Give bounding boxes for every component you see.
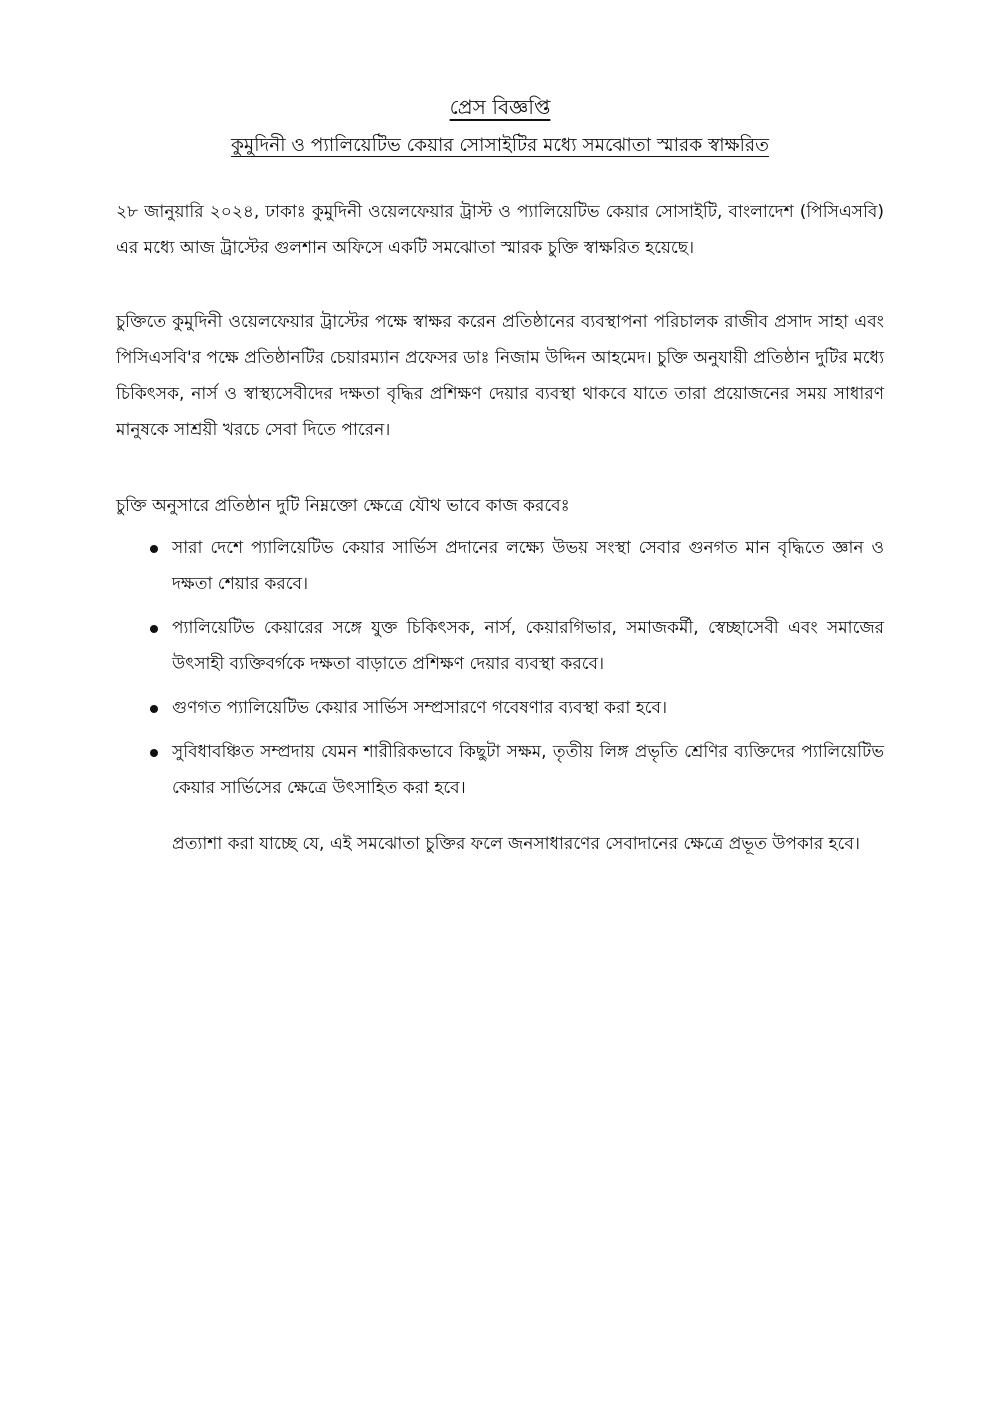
bullet-icon bbox=[150, 705, 158, 713]
document-title-text: প্রেস বিজ্ঞপ্তি bbox=[449, 95, 551, 119]
document-subtitle bbox=[0, 131, 1000, 161]
cooperation-list bbox=[140, 530, 884, 814]
bullet-icon bbox=[150, 749, 158, 757]
bullet-icon bbox=[150, 625, 158, 633]
list-item-text: সারা দেশে প্যালিয়েটিভ কেয়ার সার্ভিস প্রদানের লক্ষ্যে উভয় সংস্থা সেবার গুনগত মান বৃদ্ধিতে জ্ঞান ও দক্ষতা শেয়ার করবে। bbox=[172, 538, 884, 594]
list-item-text: গুণগত প্যালিয়েটিভ কেয়ার সার্ভিস সম্প্রসারণে গবেষণার ব্যবস্থা করা হবে। bbox=[172, 698, 668, 718]
list-item-text: সুবিধাবঞ্চিত সম্প্রদায় যেমন শারীরিকভাবে কিছুটা সক্ষম, তৃতীয় লিঙ্গ প্রভৃতি শ্রেণির ব্যক্তিদের প্যালিয়েটিভ কেয়ার সার্ভিসের ক্ষেত্রে উৎসাহিত করা হবে। bbox=[172, 742, 884, 798]
list-item bbox=[140, 690, 884, 726]
list-item bbox=[140, 610, 884, 682]
list-item bbox=[140, 734, 884, 806]
paragraph-scope-intro: চুক্তি অনুসারে প্রতিষ্ঠান দুটি নিম্নক্তো ক্ষেত্রে যৌথ ভাবে কাজ করবেঃ bbox=[116, 496, 570, 516]
list-item bbox=[140, 530, 884, 602]
paragraph-closing: প্রত্যাশা করা যাচ্ছে যে, এই সমঝোতা চুক্তির ফলে জনসাধারণের সেবাদানের ক্ষেত্রে প্রভূত উপকার হবে। bbox=[172, 834, 860, 854]
bullet-icon bbox=[150, 545, 158, 553]
paragraph-intro: ২৮ জানুয়ারি ২০২৪, ঢাকাঃ কুমুদিনী ওয়েলফেয়ার ট্রাস্ট ও প্যালিয়েটিভ কেয়ার সোসাইটি, বাংলাদেশ (পিসিএসবি) এর মধ্যে আজ ট্রাস্টের গুলশান অফিসে একটি সমঝোতা স্মারক চুক্তি স্বাক্ষরিত হয়েছে। bbox=[116, 202, 884, 258]
list-item-text: প্যালিয়েটিভ কেয়ারের সঙ্গে যুক্ত চিকিৎসক, নার্স, কেয়ারগিভার, সমাজকর্মী, স্বেচ্ছাসেবী এবং সমাজের উৎসাহী ব্যক্তিবর্গকে দক্ষতা বাড়াতে প্রশিক্ষণ দেয়ার ব্যবস্থা করবে। bbox=[172, 618, 884, 674]
paragraph-signatories: চুক্তিতে কুমুদিনী ওয়েলফেয়ার ট্রাস্টের পক্ষে স্বাক্ষর করেন প্রতিষ্ঠানের ব্যবস্থাপনা পরিচালক রাজীব প্রসাদ সাহা এবং পিসিএসবি'র পক্ষে প্রতিষ্ঠানটির চেয়ারম্যান প্রফেসর ডাঃ নিজাম উদ্দিন আহমেদ। চুক্তি অনুযায়ী প্রতিষ্ঠান দুটির মধ্যে চিকিৎসক, নার্স ও স্বাস্থ্যসেবীদের দক্ষতা বৃদ্ধির প্রশিক্ষণ দেয়ার ব্যবস্থা থাকবে যাতে তারা প্রয়োজনের সময় সাধারণ মানুষকে সাশ্রয়ী খরচে সেবা দিতে পারেন। bbox=[116, 312, 884, 440]
document-subtitle-text: কুমুদিনী ও প্যালিয়েটিভ কেয়ার সোসাইটির মধ্যে সমঝোতা স্মারক স্বাক্ষরিত bbox=[230, 135, 769, 156]
document-title bbox=[0, 92, 1000, 122]
